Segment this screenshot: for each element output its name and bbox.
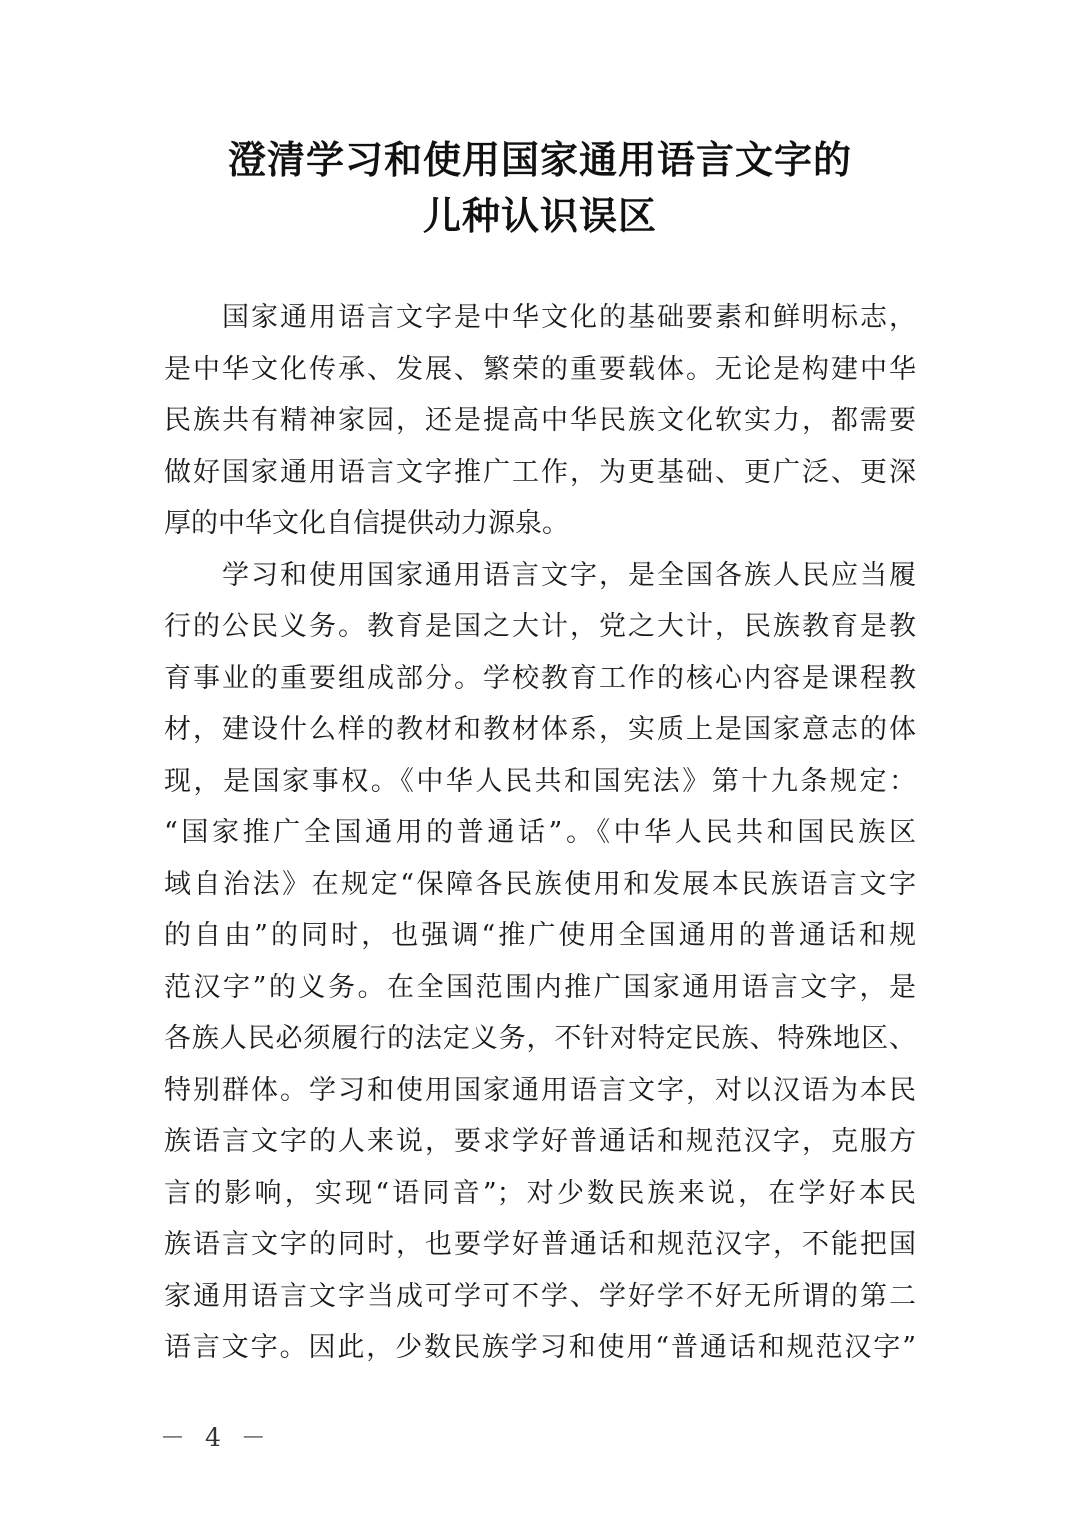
paragraph-2 [164,550,916,1374]
paragraph-line: 家通用语言文字当成可学可不学、学好学不好无所谓的第二 [164,1280,916,1312]
paragraph-line: 民族共有精神家园，还是提高中华民族文化软实力，都需要 [164,405,916,436]
paragraph-line: 特别群体。学习和使用国家通用语言文字，对以汉语为本民 [164,1074,916,1106]
paragraph-line: 学习和使用国家通用语言文字，是全国各族人民应当履 [164,559,916,591]
paragraph-line: “国家推广全国通用的普通话”。《中华人民共和国民族区 [164,817,916,848]
paragraph-line: 的自由”的同时，也强调“推广使用全国通用的普通话和规 [164,920,916,951]
paragraph-line: 国家通用语言文字是中华文化的基础要素和鲜明标志， [164,302,916,333]
paragraph-line: 族语言文字的人来说，要求学好普通话和规范汉字，克服方 [164,1126,916,1157]
paragraph-line: 范汉字”的义务。在全国范围内推广国家通用语言文字，是 [164,971,916,1003]
paragraph-line: 做好国家通用语言文字推广工作，为更基础、更广泛、更深 [164,456,916,488]
paragraph-1 [164,292,916,550]
paragraph-line: 域自治法》在规定“保障各民族使用和发展本民族语言文字 [164,868,916,900]
title-line-2: 儿种认识误区 [422,193,657,238]
paragraph-line: 各族人民必须履行的法定义务，不针对特定民族、特殊地区、 [164,1023,916,1054]
paragraph-line: 材，建设什么样的教材和教材体系，实质上是国家意志的体 [164,714,916,745]
paragraph-line: 是中华文化传承、发展、繁荣的重要载体。无论是构建中华 [164,353,916,385]
paragraph-line: 育事业的重要组成部分。学校教育工作的核心内容是课程教 [164,662,916,694]
paragraph-line: 厚的中华文化自信提供动力源泉。 [164,508,569,539]
paragraph-line: 族语言文字的同时，也要学好普通话和规范汉字，不能把国 [164,1229,916,1260]
page-number: － 4 － [160,1423,272,1452]
document-body [164,292,916,1374]
paragraph-line: 言的影响，实现“语同音”；对少数民族来说，在学好本民 [164,1177,916,1209]
paragraph-line: 语言文字。因此，少数民族学习和使用“普通话和规范汉字” [164,1332,916,1363]
document-title [0,132,1080,244]
paragraph-line: 现，是国家事权。《中华人民共和国宪法》第十九条规定： [164,765,916,797]
paragraph-line: 行的公民义务。教育是国之大计，党之大计，民族教育是教 [164,611,916,642]
title-line-1: 澄清学习和使用国家通用语言文字的 [227,137,852,182]
